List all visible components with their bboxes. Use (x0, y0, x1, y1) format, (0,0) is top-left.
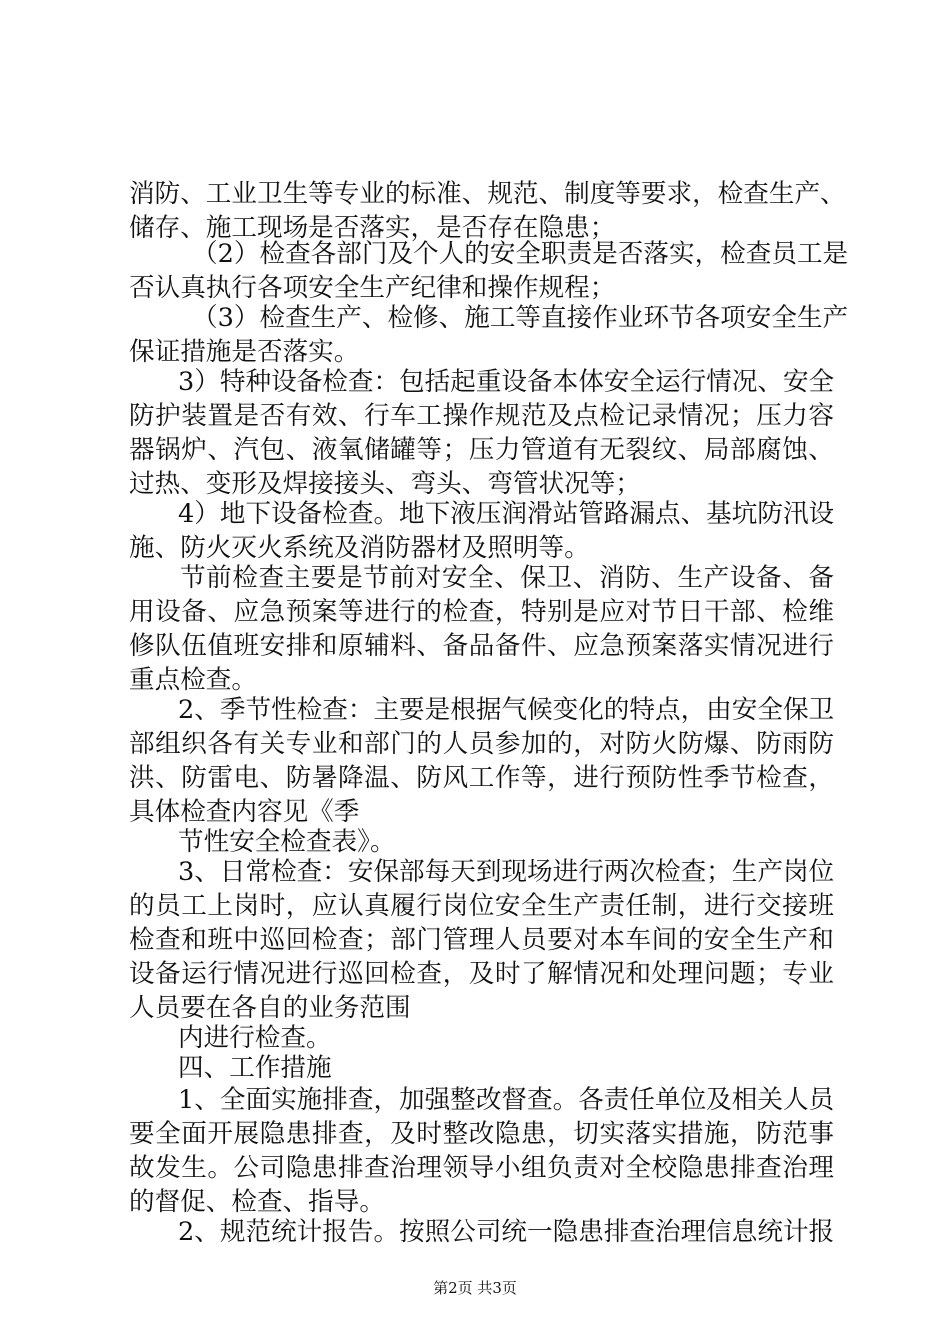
body-line: 的员工上岗时，应认真履行岗位安全生产责任制，进行交接班 (129, 891, 834, 921)
body-line: 人员要在各自的业务范围 (129, 993, 411, 1023)
body-line: 用设备、应急预案等进行的检查，特别是应对节日干部、检维 (129, 597, 834, 627)
body-line: 储存、施工现场是否落实，是否存在隐患； (129, 213, 616, 243)
body-line: 消防、工业卫生等专业的标准、规范、制度等要求，检查生产、 (129, 179, 846, 209)
body-line: 重点检查。 (129, 665, 257, 695)
body-line: 故发生。公司隐患排查治理领导小组负责对全校隐患排查治理 (129, 1153, 834, 1183)
body-line: 的督促、检查、指导。 (129, 1187, 385, 1217)
body-line: 检查和班中巡回检查；部门管理人员要对本车间的安全生产和 (129, 925, 834, 955)
body-line: 修队伍值班安排和原辅料、备品备件、应急预案落实情况进行 (129, 631, 834, 661)
body-line: 器锅炉、汽包、液氧储罐等；压力管道有无裂纹、局部腐蚀、 (129, 435, 834, 465)
body-line: 3）特种设备检查：包括起重设备本体安全运行情况、安全 (178, 367, 835, 397)
body-line: 部组织各有关专业和部门的人员参加的，对防火防爆、防雨防 (129, 729, 834, 759)
body-line: 防护装置是否有效、行车工操作规范及点检记录情况；压力容 (129, 401, 834, 431)
body-line: 过热、变形及焊接接头、弯头、弯管状况等； (129, 469, 641, 499)
body-line: 节性安全检查表》。 (178, 827, 396, 857)
section-heading: 四、工作措施 (178, 1053, 332, 1083)
body-line: 3、日常检查：安保部每天到现场进行两次检查；生产岗位 (178, 857, 835, 887)
body-line: （2）检查各部门及个人的安全职责是否落实，检查员工是 (192, 239, 849, 269)
body-line: 施、防火灭火系统及消防器材及照明等。 (129, 533, 590, 563)
body-line: 具体检查内容见《季 (129, 797, 360, 827)
body-line: （3）检查生产、检修、施工等直接作业环节各项安全生产 (192, 303, 849, 333)
body-line: 2、规范统计报告。按照公司统一隐患排查治理信息统计报 (178, 1217, 835, 1247)
page-number-footer: 第2页 共3页 (433, 1279, 517, 1297)
body-line: 1、全面实施排查，加强整改督查。各责任单位及相关人员 (178, 1085, 835, 1115)
body-line: 节前检查主要是节前对安全、保卫、消防、生产设备、备 (180, 563, 834, 593)
body-line: 要全面开展隐患排查，及时整改隐患，切实落实措施，防范事 (129, 1119, 834, 1149)
body-line: 4）地下设备检查。地下液压润滑站管路漏点、基坑防汛设 (178, 499, 835, 529)
body-line: 设备运行情况进行巡回检查，及时了解情况和处理问题；专业 (129, 959, 834, 989)
body-line: 否认真执行各项安全生产纪律和操作规程； (129, 273, 616, 303)
body-line: 保证措施是否落实。 (129, 337, 360, 367)
body-line: 洪、防雷电、防暑降温、防风工作等，进行预防性季节检查， (129, 763, 834, 793)
body-line: 内进行检查。 (178, 1023, 332, 1053)
body-line: 2、季节性检查：主要是根据气候变化的特点，由安全保卫 (178, 695, 835, 725)
